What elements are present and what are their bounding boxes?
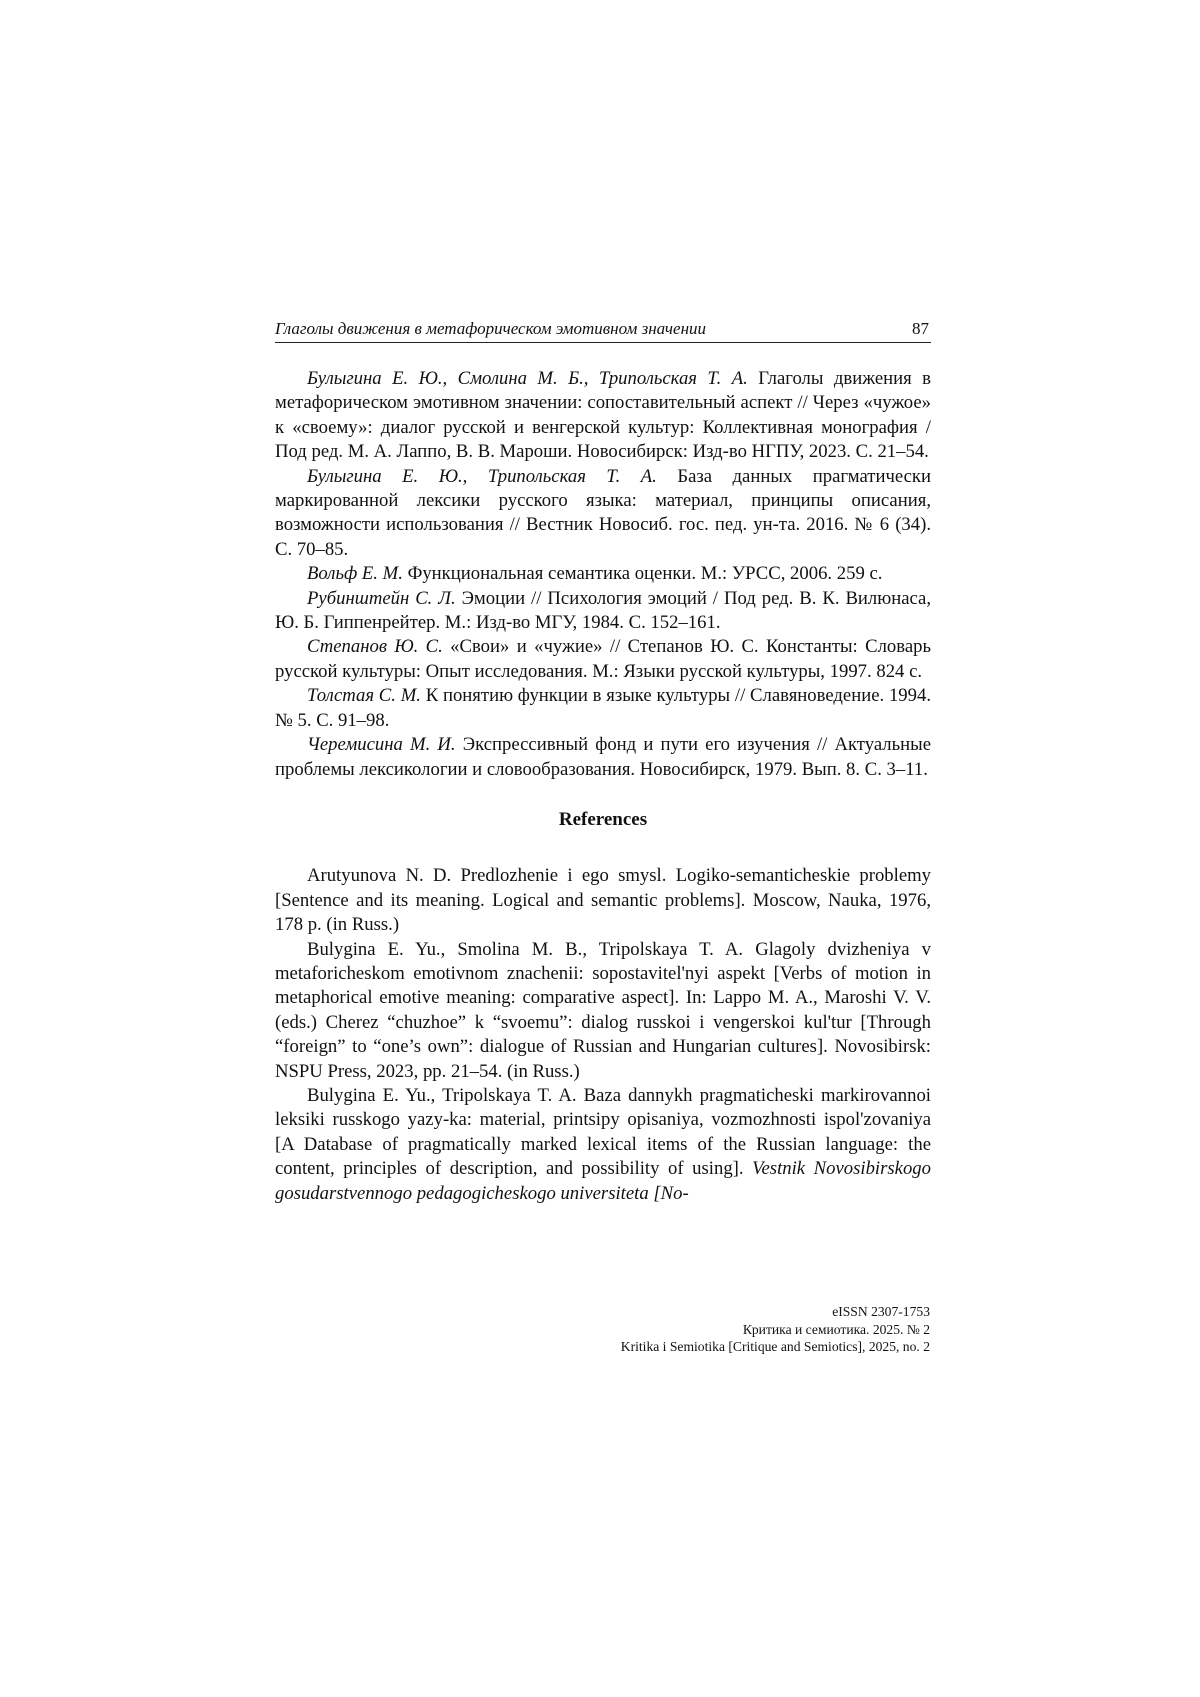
reference-author: Рубинштейн С. Л. — [307, 588, 456, 609]
footer-journal-ru: Критика и семиотика. 2025. № 2 — [621, 1321, 930, 1339]
reference-author: Булыгина Е. Ю., Трипольская Т. А. — [307, 466, 657, 487]
reference-text: Экспрессивный фонд и пути его изучения // Актуальные проблемы лексикологии и словообразования. Новосибирск, 1979. Вып. 8. С. 3–11. — [275, 734, 931, 779]
reference-author: Черемисина М. И. — [307, 734, 456, 755]
reference-author: Степанов Ю. С. — [307, 636, 443, 657]
reference-author: Толстая С. М. — [307, 685, 421, 706]
footer-journal-en: Kritika i Semiotika [Critique and Semiotics], 2025, no. 2 — [621, 1338, 930, 1356]
page-number: 87 — [912, 318, 929, 340]
reference-entry — [275, 562, 931, 586]
reference-entry — [275, 1084, 931, 1206]
page-body — [275, 367, 931, 1206]
reference-text: Bulygina E. Yu., Smolina M. B., Tripolskaya T. A. Glagoly dvizheniya v metaforicheskom emotivnom znachenii: sopostavitel'nyi aspekt [Verbs of motion in metaphorical emotive meaning: comparative aspect]. In: Lappo M. A., Maroshi V. V. (eds.) Cherez “chuzhoe” k “svoemu”: dialog russkoi i vengerskoi kul'tur [Through “foreign” to “one’s own”: dialogue of Russian and Hungarian cultures]. Novosibirsk: NSPU Press, 2023, pp. 21–54. (in Russ.) — [275, 939, 931, 1082]
reference-entry — [275, 635, 931, 684]
reference-entry — [275, 367, 931, 465]
reference-text: База данных прагматически маркированной лексики русского языка: материал, принципы описания, возможности использования // Вестник Новосиб. гос. пед. ун-та. 2016. № 6 (34). С. 70–85. — [275, 466, 931, 560]
reference-text: Глаголы движения в метафорическом эмотивном значении: сопоставительный аспект // Через «чужое» к «своему»: диалог русской и венгерской культур: Коллективная монография / Под ред. М. А. Лаппо, В. В. Мароши. Новосибирск: Изд-во НГПУ, 2023. С. 21–54. — [275, 368, 931, 462]
reference-journal-title: Vestnik Novosibirskogo gosudarstvennogo pedagogicheskogo universiteta [No- — [275, 1158, 931, 1203]
references-heading: References — [275, 808, 931, 832]
reference-entry — [275, 733, 931, 782]
running-header — [275, 318, 931, 343]
reference-text: Эмоции // Психология эмоций / Под ред. В. К. Вилюнаса, Ю. Б. Гиппенрейтер. М.: Изд-во МГУ, 1984. С. 152–161. — [275, 588, 931, 633]
reference-author: Булыгина Е. Ю., Смолина М. Б., Трипольская Т. А. — [307, 368, 748, 389]
reference-text: Arutyunova N. D. Predlozhenie i ego smysl. Logiko-semanticheskie problemy [Sentence and its meaning. Logical and semantic problems]. Moscow, Nauka, 1976, 178 p. (in Russ.) — [275, 865, 931, 935]
running-title: Глаголы движения в метафорическом эмотивном значении — [275, 319, 706, 338]
reference-entry — [275, 465, 931, 563]
page-footer — [621, 1303, 930, 1356]
reference-text: Функциональная семантика оценки. М.: УРСС, 2006. 259 с. — [403, 563, 883, 584]
reference-author: Вольф Е. М. — [307, 563, 403, 584]
reference-text: К понятию функции в языке культуры // Славяноведение. 1994. № 5. С. 91–98. — [275, 685, 931, 730]
reference-text: «Свои» и «чужие» // Степанов Ю. С. Константы: Словарь русской культуры: Опыт исследования. М.: Языки русской культуры, 1997. 824 с. — [275, 636, 931, 681]
footer-eissn: eISSN 2307-1753 — [621, 1303, 930, 1321]
reference-entry — [275, 684, 931, 733]
russian-reference-list — [275, 367, 931, 782]
reference-text: Bulygina E. Yu., Tripolskaya T. A. Baza dannykh pragmaticheski markirovannoi leksiki russkogo yazy-ka: material, printsipy opisaniya, vozmozhnosti ispol'zovaniya [A Database of pragmatically marked lexical items of the Russian language: the content, principles of description, and possibility of using]. — [275, 1085, 931, 1179]
reference-entry — [275, 938, 931, 1084]
reference-entry — [275, 587, 931, 636]
english-reference-list — [275, 864, 931, 1206]
reference-entry — [275, 864, 931, 937]
